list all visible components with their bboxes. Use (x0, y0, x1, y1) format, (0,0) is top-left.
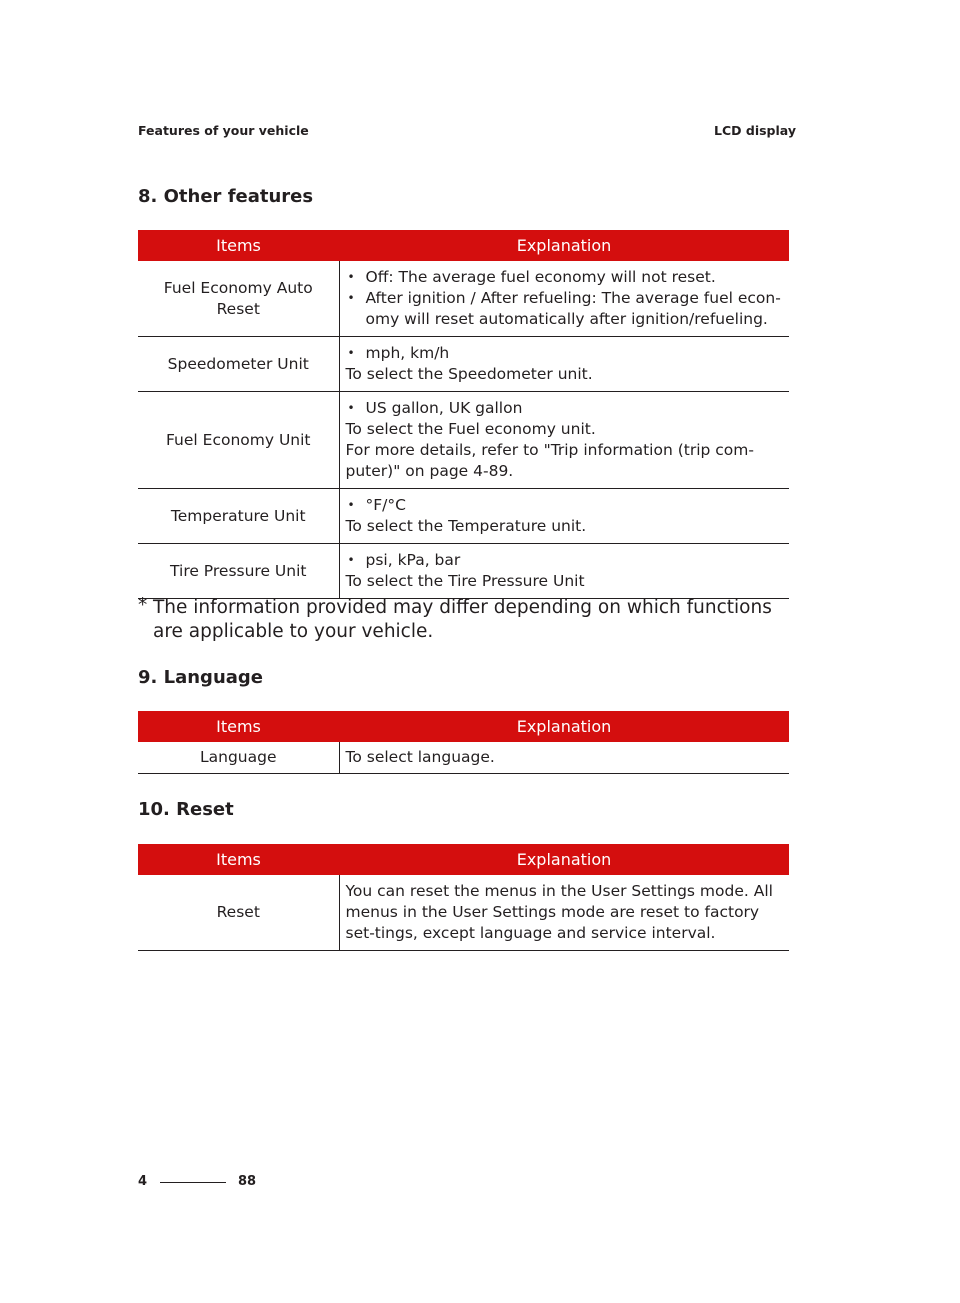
language-table (138, 711, 789, 774)
bullet-item: • psi, kPa, bar (346, 550, 784, 571)
explanation-text: To select the Speedometer unit. (345, 365, 593, 383)
explanation-text: To select the Fuel economy unit. (345, 420, 596, 438)
explanation-cell: To select language. (339, 742, 789, 773)
column-header-items: Items (138, 844, 339, 875)
other-features-table (138, 230, 789, 599)
footnote-mark: * (138, 595, 148, 616)
bullet-item: • Off: The average fuel economy will not reset. (346, 267, 784, 288)
section-title-language: 9. Language (138, 667, 263, 688)
item-cell: Reset (138, 875, 339, 951)
table-row (138, 392, 789, 489)
table-row (138, 544, 789, 599)
explanation-cell (339, 261, 789, 337)
table-header-row (138, 844, 789, 875)
table-row (138, 337, 789, 392)
column-header-explanation: Explanation (339, 844, 789, 875)
item-cell: Temperature Unit (138, 489, 339, 544)
column-header-items: Items (138, 711, 339, 742)
explanation-text: To select the Tire Pressure Unit (345, 572, 585, 590)
table-row (138, 489, 789, 544)
running-header-topic: LCD display (714, 123, 796, 138)
chapter-number: 4 (138, 1174, 148, 1189)
bullet-item: • After ignition / After refueling: The average fuel econ-omy will reset automatically after ignition/refueling. (346, 288, 784, 330)
explanation-text: To select the Temperature unit. (345, 517, 587, 535)
table-header-row (138, 230, 789, 261)
item-cell: Speedometer Unit (138, 337, 339, 392)
section-title-other-features: 8. Other features (138, 186, 314, 207)
footnote-text: The information provided may differ depending on which functions are applicable to your vehicle. (153, 597, 772, 642)
page-number: 88 (238, 1174, 257, 1189)
reset-table (138, 844, 789, 951)
explanation-cell (339, 544, 789, 599)
item-cell: Fuel Economy Unit (138, 392, 339, 489)
explanation-cell: You can reset the menus in the User Settings mode. All menus in the User Settings mode are reset to factory set-tings, except language and service interval. (339, 875, 789, 951)
table-header-row (138, 711, 789, 742)
column-header-items: Items (138, 230, 339, 261)
column-header-explanation: Explanation (339, 230, 789, 261)
item-cell: Language (138, 742, 339, 773)
table-row (138, 742, 789, 773)
explanation-text: For more details, refer to "Trip information (trip com-puter)" on page 4-89. (345, 441, 754, 480)
item-cell: Fuel Economy Auto Reset (138, 261, 339, 337)
footnote (138, 596, 798, 644)
column-header-explanation: Explanation (339, 711, 789, 742)
explanation-cell (339, 337, 789, 392)
footer-divider (160, 1182, 226, 1183)
bullet-item: • °F/°C (346, 495, 784, 516)
bullet-item: • US gallon, UK gallon (346, 398, 784, 419)
table-row (138, 875, 789, 951)
table-row (138, 261, 789, 337)
item-cell: Tire Pressure Unit (138, 544, 339, 599)
section-title-reset: 10. Reset (138, 799, 234, 820)
other-features-rows (138, 261, 789, 599)
explanation-cell (339, 392, 789, 489)
bullet-item: • mph, km/h (346, 343, 784, 364)
explanation-cell (339, 489, 789, 544)
running-header-section: Features of your vehicle (138, 123, 309, 138)
